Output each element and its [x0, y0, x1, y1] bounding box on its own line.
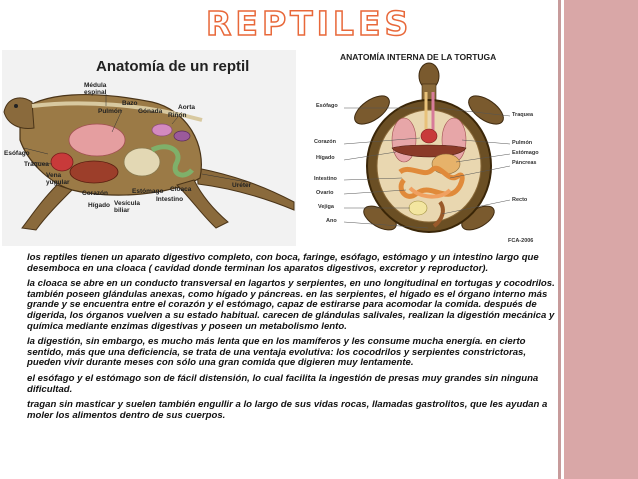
label-t-recto: Recto: [512, 197, 528, 203]
label-bazo: Bazo: [122, 100, 138, 107]
label-t-vejiga: Vejiga: [318, 204, 334, 210]
label-vesicula: Vesícula biliar: [114, 200, 141, 214]
paragraph: la digestión, sin embargo, es mucho más lenta que en los mamíferos y les consume mucha energía. en cierto sentido, más que una deficiencia, se trata de una ventaja evolutiva: los cocodrilos y serpientes constrictoras, pueden vivir durante meses con sólo una gran comida que digieren muy lentamente.: [27, 336, 527, 369]
label-medula: Médula espinal: [84, 82, 107, 96]
label-t-ano: Ano: [326, 218, 337, 224]
label-esofago: Esófago: [4, 150, 30, 157]
label-rinon: Riñon: [168, 112, 187, 119]
label-pulmon: Pulmón: [98, 108, 122, 115]
label-t-ovario: Ovario: [316, 190, 334, 196]
turtle-figure-heading: ANATOMÍA INTERNA DE LA TORTUGA: [340, 52, 497, 62]
paragraph: los reptiles tienen un aparato digestivo completo, con boca, faringe, esófago, estómago y un intestino largo que desemboca en una cloaca ( cavidad donde terminan los aparatos digestivos, excretor y reproductor).: [27, 252, 539, 274]
label-intestino: Intestino: [156, 196, 184, 203]
label-t-corazon: Corazón: [314, 139, 336, 145]
label-ureter: Uréter: [232, 182, 252, 189]
label-t-estomago: Estómago: [512, 150, 539, 156]
body-text: [27, 253, 557, 426]
label-vena: Vena yugular: [46, 172, 70, 186]
decorative-sidebar: [564, 0, 638, 479]
sidebar-divider: [558, 0, 561, 479]
label-t-pulmon: Pulmón: [512, 140, 533, 146]
label-higado: Hígado: [88, 202, 111, 209]
figure-credit: FCA-2006: [508, 238, 534, 244]
label-t-higado: Hígado: [316, 155, 335, 161]
lizard-figure-heading: Anatomía de un reptil: [96, 58, 250, 75]
turtle-illustration: [300, 48, 558, 248]
label-traquea: Tráquea: [24, 161, 49, 168]
label-t-intestino: Intestino: [314, 176, 337, 182]
paragraph: la cloaca se abre en un conducto transversal en lagartos y serpientes, en uno longitudinal en tortugas y cocodrilos. también poseen glándulas anexas, como hígado y páncreas. en las serpientes, el hígado es el órgano interno más grande y se encuentra entre el corazón y el estómago, capaz de estirarse para acomodar la comida. después de digerida, los órganos vuelven a su estado habitual. carecen de glándulas salivales, realizan la digestión mecánica y química mediante enzimas digestivas y poseen un metabolismo lento.: [27, 278, 555, 332]
paragraph: tragan sin masticar y suelen también engullir a lo largo de sus vidas rocas, llamadas gastrolitos, que les ayudan a moler los alimentos dentro de sus cuerpos.: [27, 399, 548, 421]
label-t-esofago: Esófago: [316, 103, 338, 109]
label-t-pancreas: Páncreas: [512, 160, 537, 166]
label-estomago: Estómago: [132, 188, 164, 195]
label-gonada: Gónada: [138, 108, 163, 115]
paragraph: el esófago y el estómago son de fácil distensión, lo cual facilita la ingestión de presas muy grandes sin ninguna dificultad.: [27, 372, 539, 395]
label-corazon: Corazón: [82, 190, 108, 197]
turtle-anatomy-figure: [300, 48, 558, 248]
label-t-traquea: Traquea: [512, 112, 534, 118]
lizard-illustration: [2, 50, 296, 246]
label-cloaca: Cloaca: [170, 186, 192, 193]
label-aorta: Aorta: [178, 104, 195, 111]
slide-title: REPTILES: [206, 4, 413, 43]
lizard-anatomy-figure: [2, 50, 296, 246]
